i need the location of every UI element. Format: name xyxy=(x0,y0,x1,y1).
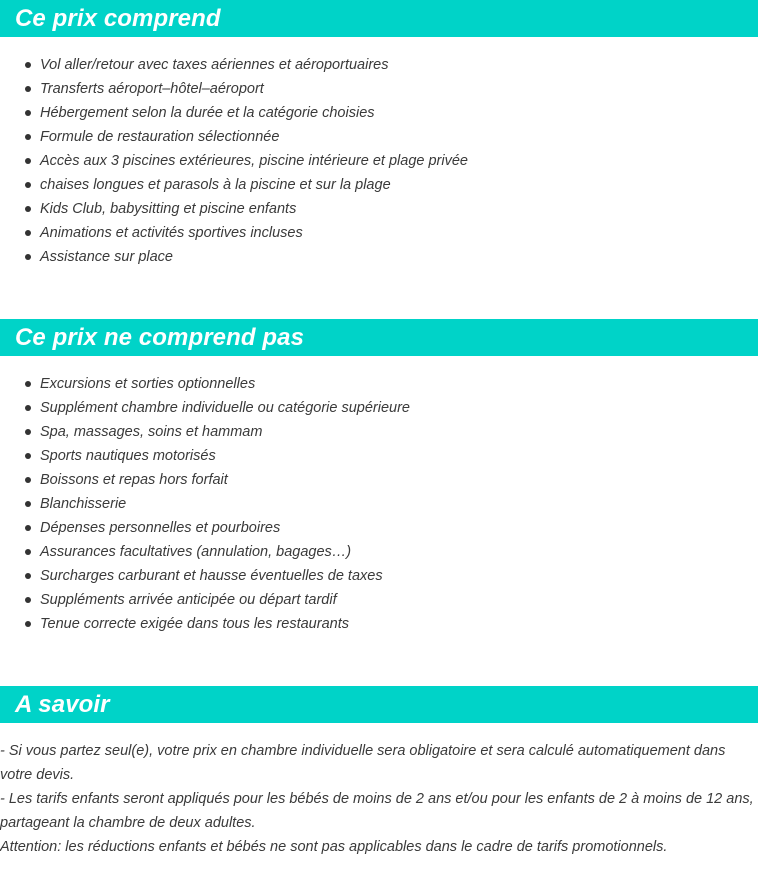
bullet-icon xyxy=(25,86,31,92)
list-item xyxy=(0,444,758,468)
bullet-icon xyxy=(25,621,31,627)
list-item-text: Suppléments arrivée anticipée ou départ tardif xyxy=(40,592,337,608)
list-item-text: Dépenses personnelles et pourboires xyxy=(40,520,281,536)
list-item xyxy=(0,516,758,540)
bullet-icon xyxy=(25,134,31,140)
list-item xyxy=(0,149,758,173)
info-block xyxy=(0,739,758,859)
list-item xyxy=(0,612,758,636)
bullet-icon xyxy=(25,182,31,188)
list-item-text: Spa, massages, soins et hammam xyxy=(40,424,263,440)
bullet-icon xyxy=(25,501,31,507)
list-item-text: Hébergement selon la durée et la catégorie choisies xyxy=(40,105,375,121)
list-item-text: Sports nautiques motorisés xyxy=(40,448,216,464)
list-item-text: chaises longues et parasols à la piscine et sur la plage xyxy=(40,177,391,193)
not-included-list xyxy=(0,372,758,636)
list-item-text: Tenue correcte exigée dans tous les restaurants xyxy=(40,616,349,632)
bullet-icon xyxy=(25,158,31,164)
list-item-text: Assurances facultatives (annulation, bagages…) xyxy=(40,544,352,560)
list-item-text: Boissons et repas hors forfait xyxy=(40,472,228,488)
bullet-icon xyxy=(25,62,31,68)
bullet-icon xyxy=(25,110,31,116)
bullet-icon xyxy=(25,206,31,212)
list-item xyxy=(0,564,758,588)
bullet-icon xyxy=(25,405,31,411)
bullet-icon xyxy=(25,597,31,603)
list-item-text: Surcharges carburant et hausse éventuelles de taxes xyxy=(40,568,383,584)
list-item-text: Transferts aéroport–hôtel–aéroport xyxy=(40,81,264,97)
list-item xyxy=(0,221,758,245)
included-list xyxy=(0,53,758,269)
section-header-info xyxy=(0,686,758,723)
bullet-icon xyxy=(25,525,31,531)
list-item xyxy=(0,53,758,77)
bullet-icon xyxy=(25,549,31,555)
list-item xyxy=(0,197,758,221)
info-paragraph: Attention: les réductions enfants et bébés ne sont pas applicables dans le cadre de tarifs promotionnels. xyxy=(0,839,668,855)
list-item-text: Animations et activités sportives incluses xyxy=(40,225,303,241)
section-header-included xyxy=(0,0,758,37)
bullet-icon xyxy=(25,573,31,579)
list-item xyxy=(0,540,758,564)
list-item-text: Assistance sur place xyxy=(40,249,173,265)
bullet-icon xyxy=(25,254,31,260)
list-item-text: Blanchisserie xyxy=(40,496,127,512)
list-item xyxy=(0,372,758,396)
list-item xyxy=(0,101,758,125)
list-item xyxy=(0,77,758,101)
info-paragraph: - Si vous partez seul(e), votre prix en chambre individuelle sera obligatoire et sera calculé automatiquement dans votre devis. xyxy=(0,743,726,783)
bullet-icon xyxy=(25,453,31,459)
bullet-icon xyxy=(25,381,31,387)
list-item xyxy=(0,420,758,444)
section-header-not-included xyxy=(0,319,758,356)
list-item xyxy=(0,396,758,420)
list-item xyxy=(0,173,758,197)
list-item-text: Accès aux 3 piscines extérieures, piscine intérieure et plage privée xyxy=(40,153,468,169)
bullet-icon xyxy=(25,477,31,483)
list-item xyxy=(0,245,758,269)
list-item xyxy=(0,125,758,149)
section-title-info: A savoir xyxy=(15,690,110,718)
bullet-icon xyxy=(25,429,31,435)
list-item-text: Kids Club, babysitting et piscine enfants xyxy=(40,201,297,217)
bullet-icon xyxy=(25,230,31,236)
list-item xyxy=(0,468,758,492)
list-item-text: Supplément chambre individuelle ou catégorie supérieure xyxy=(40,400,410,416)
list-item xyxy=(0,588,758,612)
section-title-included: Ce prix comprend xyxy=(15,4,221,32)
list-item-text: Vol aller/retour avec taxes aériennes et aéroportuaires xyxy=(40,57,389,73)
info-paragraph: - Les tarifs enfants seront appliqués pour les bébés de moins de 2 ans et/ou pour les enfants de 2 à moins de 12 ans, partageant la chambre de deux adultes. xyxy=(0,791,754,831)
section-title-not-included: Ce prix ne comprend pas xyxy=(15,323,305,351)
list-item-text: Formule de restauration sélectionnée xyxy=(40,129,280,145)
list-item xyxy=(0,492,758,516)
list-item-text: Excursions et sorties optionnelles xyxy=(40,376,256,392)
